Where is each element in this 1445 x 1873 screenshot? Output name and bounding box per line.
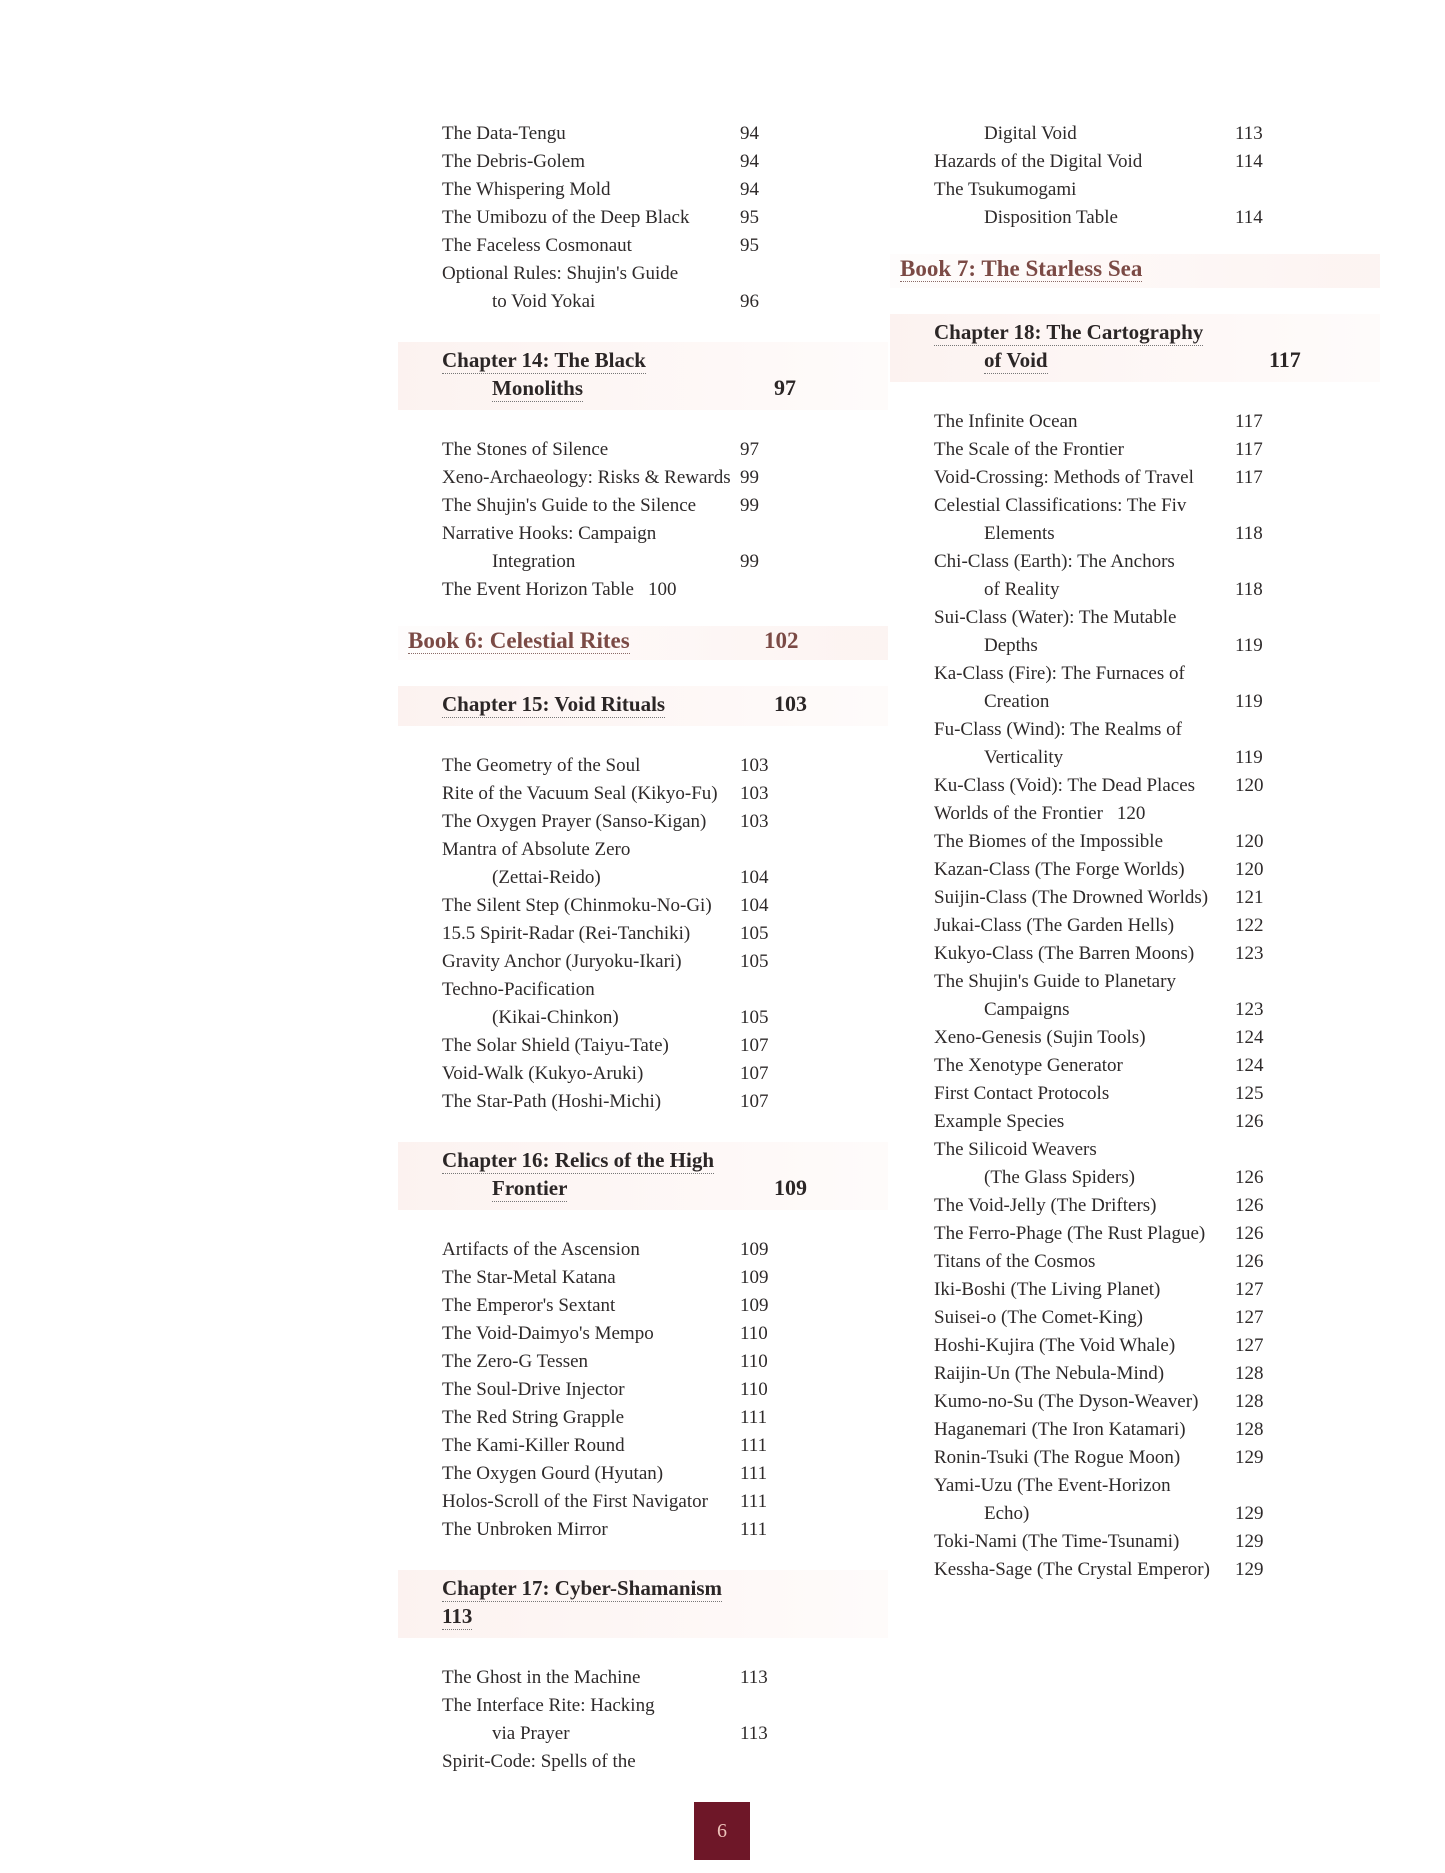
entry-title: Narrative Hooks: Campaign	[442, 523, 657, 544]
entry-page: 120	[1235, 831, 1264, 852]
chapter-page: 109	[774, 1175, 807, 1200]
chapter-16-heading[interactable]	[398, 1142, 888, 1210]
toc-group	[900, 408, 1370, 1584]
chapter-14-heading[interactable]	[398, 342, 888, 410]
entry-title: The Emperor's Sextant	[442, 1295, 616, 1316]
toc-entry[interactable]	[900, 1472, 1370, 1500]
toc-entry[interactable]	[900, 1248, 1370, 1276]
entry-page: 103	[740, 783, 769, 804]
toc-entry[interactable]	[408, 1664, 878, 1692]
entry-title: The Whispering Mold	[442, 179, 611, 200]
toc-entry[interactable]	[900, 604, 1370, 632]
toc-entry[interactable]	[408, 260, 878, 288]
toc-entry[interactable]	[900, 1024, 1370, 1052]
toc-entry[interactable]	[408, 548, 878, 576]
chapter-18-heading[interactable]	[890, 314, 1380, 382]
toc-entry[interactable]	[900, 856, 1370, 884]
entry-page: 120	[1116, 803, 1146, 824]
book-page: 102	[764, 628, 799, 653]
book-title: Book 7: The Starless Sea	[900, 256, 1143, 281]
entry-title: The Xenotype Generator	[934, 1055, 1123, 1076]
entry-page: 105	[740, 951, 769, 972]
entry-title: (Zettai-Reido)	[492, 867, 601, 888]
toc-entry[interactable]	[900, 520, 1370, 548]
entry-title: Ka-Class (Fire): The Furnaces of	[934, 663, 1185, 684]
toc-entry[interactable]	[408, 808, 878, 836]
toc-entry[interactable]	[900, 828, 1370, 856]
entry-title: Kukyo-Class (The Barren Moons)	[934, 943, 1195, 964]
entry-title: Kessha-Sage (The Crystal Emperor)	[934, 1559, 1210, 1580]
entry-title: The Ghost in the Machine	[442, 1667, 641, 1688]
entry-page: 127	[1235, 1335, 1264, 1356]
entry-page: 97	[740, 439, 759, 460]
entry-page: 114	[1235, 151, 1263, 172]
toc-entry[interactable]	[900, 1444, 1370, 1472]
entry-title: Void-Crossing: Methods of Travel	[934, 467, 1194, 488]
toc-group	[408, 1236, 878, 1544]
toc-entry[interactable]	[408, 1404, 878, 1432]
book-7-heading[interactable]	[890, 254, 1380, 288]
book-6-heading[interactable]	[398, 626, 888, 660]
chapter-title: Chapter 16: Relics of the High	[442, 1148, 715, 1172]
toc-entry[interactable]	[900, 1164, 1370, 1192]
entry-page: 99	[740, 495, 759, 516]
toc-entry[interactable]	[900, 800, 1370, 828]
entry-page: 111	[740, 1435, 768, 1456]
toc-entry[interactable]	[900, 884, 1370, 912]
toc-entry[interactable]	[408, 1032, 878, 1060]
toc-entry[interactable]	[408, 1376, 878, 1404]
entry-title: Creation	[984, 691, 1050, 712]
chapter-title: Chapter 18: The Cartography	[934, 320, 1204, 344]
toc-entry[interactable]	[900, 660, 1370, 688]
toc-entry[interactable]	[408, 1432, 878, 1460]
entry-title: The Solar Shield (Taiyu-Tate)	[442, 1035, 669, 1056]
toc-entry[interactable]	[408, 1516, 878, 1544]
entry-title: The Silicoid Weavers	[934, 1139, 1097, 1160]
entry-page: 109	[740, 1239, 769, 1260]
entry-title: Haganemari (The Iron Katamari)	[934, 1419, 1186, 1440]
toc-entry[interactable]	[408, 1320, 878, 1348]
entry-page: 129	[1235, 1503, 1264, 1524]
entry-title: Hoshi-Kujira (The Void Whale)	[934, 1335, 1176, 1356]
chapter-title-cont: Frontier	[492, 1176, 568, 1200]
toc-entry[interactable]	[408, 1004, 878, 1032]
toc-entry[interactable]	[900, 1108, 1370, 1136]
toc-group	[408, 120, 878, 316]
entry-page: 95	[740, 207, 759, 228]
entry-title: The Faceless Cosmonaut	[442, 235, 632, 256]
chapter-15-heading[interactable]	[398, 686, 888, 726]
toc-entry[interactable]	[408, 520, 878, 548]
toc-entry[interactable]	[900, 1080, 1370, 1108]
entry-title: Yami-Uzu (The Event-Horizon	[934, 1475, 1171, 1496]
entry-title: Kazan-Class (The Forge Worlds)	[934, 859, 1185, 880]
toc-entry[interactable]	[408, 976, 878, 1004]
toc-entry[interactable]	[900, 464, 1370, 492]
entry-title: The Void-Daimyo's Mempo	[442, 1323, 654, 1344]
entry-page: 107	[740, 1063, 769, 1084]
entry-page: 119	[1235, 747, 1263, 768]
entry-title: The Oxygen Gourd (Hyutan)	[442, 1463, 664, 1484]
toc-entry[interactable]	[408, 752, 878, 780]
toc-entry[interactable]	[900, 1136, 1370, 1164]
entry-page: 127	[1235, 1279, 1264, 1300]
entry-page: 110	[740, 1379, 768, 1400]
toc-entry[interactable]	[900, 632, 1370, 660]
entry-title: The Biomes of the Impossible	[934, 831, 1164, 852]
entry-title: Worlds of the Frontier	[934, 803, 1103, 824]
entry-title: Fu-Class (Wind): The Realms of	[934, 719, 1182, 740]
entry-page: 122	[1235, 915, 1264, 936]
entry-title: Techno-Pacification	[442, 979, 595, 1000]
entry-title: Raijin-Un (The Nebula-Mind)	[934, 1363, 1165, 1384]
entry-title: Gravity Anchor (Juryoku-Ikari)	[442, 951, 682, 972]
toc-entry[interactable]	[900, 492, 1370, 520]
toc-entry[interactable]	[900, 176, 1370, 204]
entry-title: Disposition Table	[984, 207, 1118, 228]
entry-title: Ku-Class (Void): The Dead Places	[934, 775, 1196, 796]
entry-page: 126	[1235, 1251, 1264, 1272]
entry-page: 94	[740, 179, 759, 200]
entry-page: 110	[740, 1323, 768, 1344]
entry-page: 94	[740, 151, 759, 172]
toc-group	[408, 1664, 878, 1776]
entry-page: 126	[1235, 1167, 1264, 1188]
toc-entry[interactable]	[408, 120, 878, 148]
entry-title: Spirit-Code: Spells of the	[442, 1751, 636, 1772]
entry-page: 110	[740, 1351, 768, 1372]
toc-entry[interactable]	[408, 864, 878, 892]
chapter-page: 97	[774, 375, 796, 400]
entry-page: 100	[647, 579, 677, 600]
toc-entry[interactable]	[408, 920, 878, 948]
toc-entry[interactable]	[408, 1460, 878, 1488]
entry-title: Sui-Class (Water): The Mutable	[934, 607, 1177, 628]
chapter-title: Chapter 14: The Black	[442, 348, 646, 372]
entry-page: 95	[740, 235, 759, 256]
entry-title: The Umibozu of the Deep Black	[442, 207, 690, 228]
toc-entry[interactable]	[408, 1264, 878, 1292]
chapter-title: Chapter 15: Void Rituals	[442, 692, 666, 716]
entry-page: 111	[740, 1463, 768, 1484]
toc-entry[interactable]	[408, 232, 878, 260]
toc-entry[interactable]	[900, 1556, 1370, 1584]
book-title: Book 6: Celestial Rites	[408, 628, 630, 653]
entry-page: 107	[740, 1035, 769, 1056]
toc-entry[interactable]	[900, 772, 1370, 800]
entry-page: 114	[1235, 207, 1263, 228]
entry-title: Campaigns	[984, 999, 1070, 1020]
toc-entry[interactable]	[408, 1488, 878, 1516]
entry-page: 103	[740, 811, 769, 832]
chapter-title-cont: Monoliths	[492, 376, 584, 400]
toc-entry[interactable]	[408, 464, 878, 492]
entry-title: Elements	[984, 523, 1055, 544]
entry-title: Integration	[492, 551, 576, 572]
toc-entry[interactable]	[900, 688, 1370, 716]
toc-entry[interactable]	[900, 744, 1370, 772]
entry-page: 113	[740, 1723, 768, 1744]
toc-group	[408, 436, 878, 604]
entry-title: The Star-Path (Hoshi-Michi)	[442, 1091, 662, 1112]
chapter-title: Chapter 17: Cyber-Shamanism	[442, 1576, 723, 1600]
entry-title: The Event Horizon Table	[442, 579, 634, 600]
toc-entry[interactable]	[900, 1416, 1370, 1444]
page-number-badge: 6	[694, 1802, 750, 1860]
toc-entry[interactable]	[900, 436, 1370, 464]
entry-page: 113	[1235, 123, 1263, 144]
toc-entry[interactable]	[900, 1332, 1370, 1360]
toc-entry[interactable]	[900, 1388, 1370, 1416]
chapter-17-heading[interactable]	[398, 1570, 888, 1638]
toc-entry[interactable]	[408, 1236, 878, 1264]
entry-page: 111	[740, 1407, 768, 1428]
entry-page: 113	[740, 1667, 768, 1688]
entry-page: 107	[740, 1091, 769, 1112]
toc-entry[interactable]	[408, 1692, 878, 1720]
entry-page: 129	[1235, 1531, 1264, 1552]
toc-entry[interactable]	[900, 204, 1370, 232]
entry-title: The Interface Rite: Hacking	[442, 1695, 655, 1716]
entry-title: The Kami-Killer Round	[442, 1435, 625, 1456]
entry-title: Hazards of the Digital Void	[934, 151, 1143, 172]
toc-entry[interactable]	[900, 1304, 1370, 1332]
entry-page: 120	[1235, 775, 1264, 796]
toc-entry[interactable]	[900, 1276, 1370, 1304]
entry-page: 117	[1235, 439, 1263, 460]
entry-title: The Unbroken Mirror	[442, 1519, 608, 1540]
entry-title: Digital Void	[984, 123, 1077, 144]
toc-entry[interactable]	[900, 1052, 1370, 1080]
entry-page: 118	[1235, 523, 1263, 544]
entry-page: 99	[740, 467, 759, 488]
entry-title: The Shujin's Guide to Planetary	[934, 971, 1176, 992]
entry-title: 15.5 Spirit-Radar (Rei-Tanchiki)	[442, 923, 691, 944]
entry-title: Ronin-Tsuki (The Rogue Moon)	[934, 1447, 1181, 1468]
toc-entry[interactable]	[408, 780, 878, 808]
toc-entry[interactable]	[408, 1088, 878, 1116]
entry-page: 104	[740, 867, 769, 888]
chapter-page: 117	[1269, 347, 1301, 372]
entry-title: The Tsukumogami	[934, 179, 1077, 200]
entry-title: Iki-Boshi (The Living Planet)	[934, 1279, 1161, 1300]
entry-page: 128	[1235, 1391, 1264, 1412]
entry-title: The Silent Step (Chinmoku-No-Gi)	[442, 895, 712, 916]
entry-page: 129	[1235, 1447, 1264, 1468]
toc-entry[interactable]	[900, 940, 1370, 968]
entry-page: 104	[740, 895, 769, 916]
entry-title: Example Species	[934, 1111, 1065, 1132]
entry-page: 123	[1235, 999, 1264, 1020]
chapter-page: 103	[774, 691, 807, 716]
toc-right-column	[900, 120, 1370, 1584]
entry-page: 126	[1235, 1195, 1264, 1216]
toc-entry[interactable]	[900, 912, 1370, 940]
entry-page: 128	[1235, 1363, 1264, 1384]
entry-title: Void-Walk (Kukyo-Aruki)	[442, 1063, 644, 1084]
entry-page: 119	[1235, 635, 1263, 656]
entry-title: Kumo-no-Su (The Dyson-Weaver)	[934, 1391, 1199, 1412]
chapter-title-cont: of Void	[984, 348, 1048, 372]
toc-entry[interactable]	[408, 836, 878, 864]
toc-entry[interactable]	[408, 204, 878, 232]
entry-title: Optional Rules: Shujin's Guide	[442, 263, 679, 284]
entry-title: The Void-Jelly (The Drifters)	[934, 1195, 1157, 1216]
entry-page: 103	[740, 755, 769, 776]
toc-entry[interactable]	[900, 548, 1370, 576]
entry-page: 105	[740, 923, 769, 944]
entry-page: 124	[1235, 1027, 1264, 1048]
entry-title: Toki-Nami (The Time-Tsunami)	[934, 1531, 1180, 1552]
entry-title: via Prayer	[492, 1723, 570, 1744]
entry-page: 99	[740, 551, 759, 572]
entry-title: Holos-Scroll of the First Navigator	[442, 1491, 708, 1512]
entry-title: The Shujin's Guide to the Silence	[442, 495, 697, 516]
entry-title: Echo)	[984, 1503, 1030, 1524]
entry-title: The Data-Tengu	[442, 123, 566, 144]
entry-title: (The Glass Spiders)	[984, 1167, 1135, 1188]
entry-page: 129	[1235, 1559, 1264, 1580]
entry-title: Mantra of Absolute Zero	[442, 839, 631, 860]
toc-entry[interactable]	[408, 436, 878, 464]
entry-title: Artifacts of the Ascension	[442, 1239, 640, 1260]
entry-title: Rite of the Vacuum Seal (Kikyo-Fu)	[442, 783, 718, 804]
entry-page: 119	[1235, 691, 1263, 712]
entry-title: The Star-Metal Katana	[442, 1267, 616, 1288]
toc-entry[interactable]	[900, 716, 1370, 744]
toc-entry[interactable]	[408, 1292, 878, 1320]
entry-page: 128	[1235, 1419, 1264, 1440]
toc-entry[interactable]	[900, 1500, 1370, 1528]
entry-title: Xeno-Archaeology: Risks & Rewards	[442, 467, 731, 488]
toc-group	[900, 120, 1370, 232]
entry-title: The Ferro-Phage (The Rust Plague)	[934, 1223, 1206, 1244]
toc-entry[interactable]	[408, 892, 878, 920]
toc-entry[interactable]	[900, 1192, 1370, 1220]
entry-page: 120	[1235, 859, 1264, 880]
entry-title: Chi-Class (Earth): The Anchors	[934, 551, 1175, 572]
entry-page: 124	[1235, 1055, 1264, 1076]
toc-entry[interactable]	[408, 148, 878, 176]
entry-page: 111	[740, 1519, 768, 1540]
entry-title: (Kikai-Chinkon)	[492, 1007, 619, 1028]
toc-entry[interactable]	[900, 996, 1370, 1024]
toc-entry[interactable]	[900, 576, 1370, 604]
toc-entry[interactable]	[408, 288, 878, 316]
entry-title: The Stones of Silence	[442, 439, 609, 460]
entry-title: The Zero-G Tessen	[442, 1351, 589, 1372]
entry-title: The Soul-Drive Injector	[442, 1379, 625, 1400]
toc-entry[interactable]	[900, 1360, 1370, 1388]
entry-title: The Scale of the Frontier	[934, 439, 1124, 460]
toc-entry[interactable]	[900, 1220, 1370, 1248]
entry-page: 123	[1235, 943, 1264, 964]
entry-page: 117	[1235, 411, 1263, 432]
toc-entry[interactable]	[408, 492, 878, 520]
entry-page: 117	[1235, 467, 1263, 488]
toc-entry[interactable]	[408, 576, 878, 604]
entry-page: 126	[1235, 1111, 1264, 1132]
entry-page: 118	[1235, 579, 1263, 600]
entry-title: Suijin-Class (The Drowned Worlds)	[934, 887, 1209, 908]
entry-page: 111	[740, 1491, 768, 1512]
entry-title: of Reality	[984, 579, 1060, 600]
entry-title: to Void Yokai	[492, 291, 596, 312]
toc-group	[408, 752, 878, 1116]
toc-entry[interactable]	[900, 148, 1370, 176]
entry-page: 127	[1235, 1307, 1264, 1328]
entry-title: The Debris-Golem	[442, 151, 585, 172]
entry-title: Verticality	[984, 747, 1064, 768]
toc-entry[interactable]	[900, 968, 1370, 996]
toc-entry[interactable]	[408, 1060, 878, 1088]
chapter-page: 113	[442, 1604, 473, 1628]
toc-entry[interactable]	[408, 948, 878, 976]
toc-entry[interactable]	[408, 1348, 878, 1376]
entry-page: 94	[740, 123, 759, 144]
entry-title: Jukai-Class (The Garden Hells)	[934, 915, 1175, 936]
entry-page: 96	[740, 291, 759, 312]
entry-title: The Red String Grapple	[442, 1407, 625, 1428]
entry-title: Titans of the Cosmos	[934, 1251, 1096, 1272]
toc-entry[interactable]	[900, 408, 1370, 436]
toc-entry[interactable]	[408, 1720, 878, 1748]
entry-page: 109	[740, 1267, 769, 1288]
entry-title: Celestial Classifications: The Fiv	[934, 495, 1187, 516]
entry-page: 109	[740, 1295, 769, 1316]
entry-title: Depths	[984, 635, 1038, 656]
toc-entry[interactable]	[408, 176, 878, 204]
entry-title: First Contact Protocols	[934, 1083, 1110, 1104]
toc-entry[interactable]	[408, 1748, 878, 1776]
toc-left-column	[408, 120, 878, 1776]
entry-title: Xeno-Genesis (Sujin Tools)	[934, 1027, 1146, 1048]
toc-entry[interactable]	[900, 120, 1370, 148]
entry-title: Suisei-o (The Comet-King)	[934, 1307, 1143, 1328]
entry-title: The Geometry of the Soul	[442, 755, 641, 776]
entry-page: 121	[1235, 887, 1264, 908]
entry-title: The Oxygen Prayer (Sanso-Kigan)	[442, 811, 707, 832]
entry-title: The Infinite Ocean	[934, 411, 1078, 432]
toc-entry[interactable]	[900, 1528, 1370, 1556]
entry-page: 126	[1235, 1223, 1264, 1244]
entry-page: 105	[740, 1007, 769, 1028]
entry-page: 125	[1235, 1083, 1264, 1104]
